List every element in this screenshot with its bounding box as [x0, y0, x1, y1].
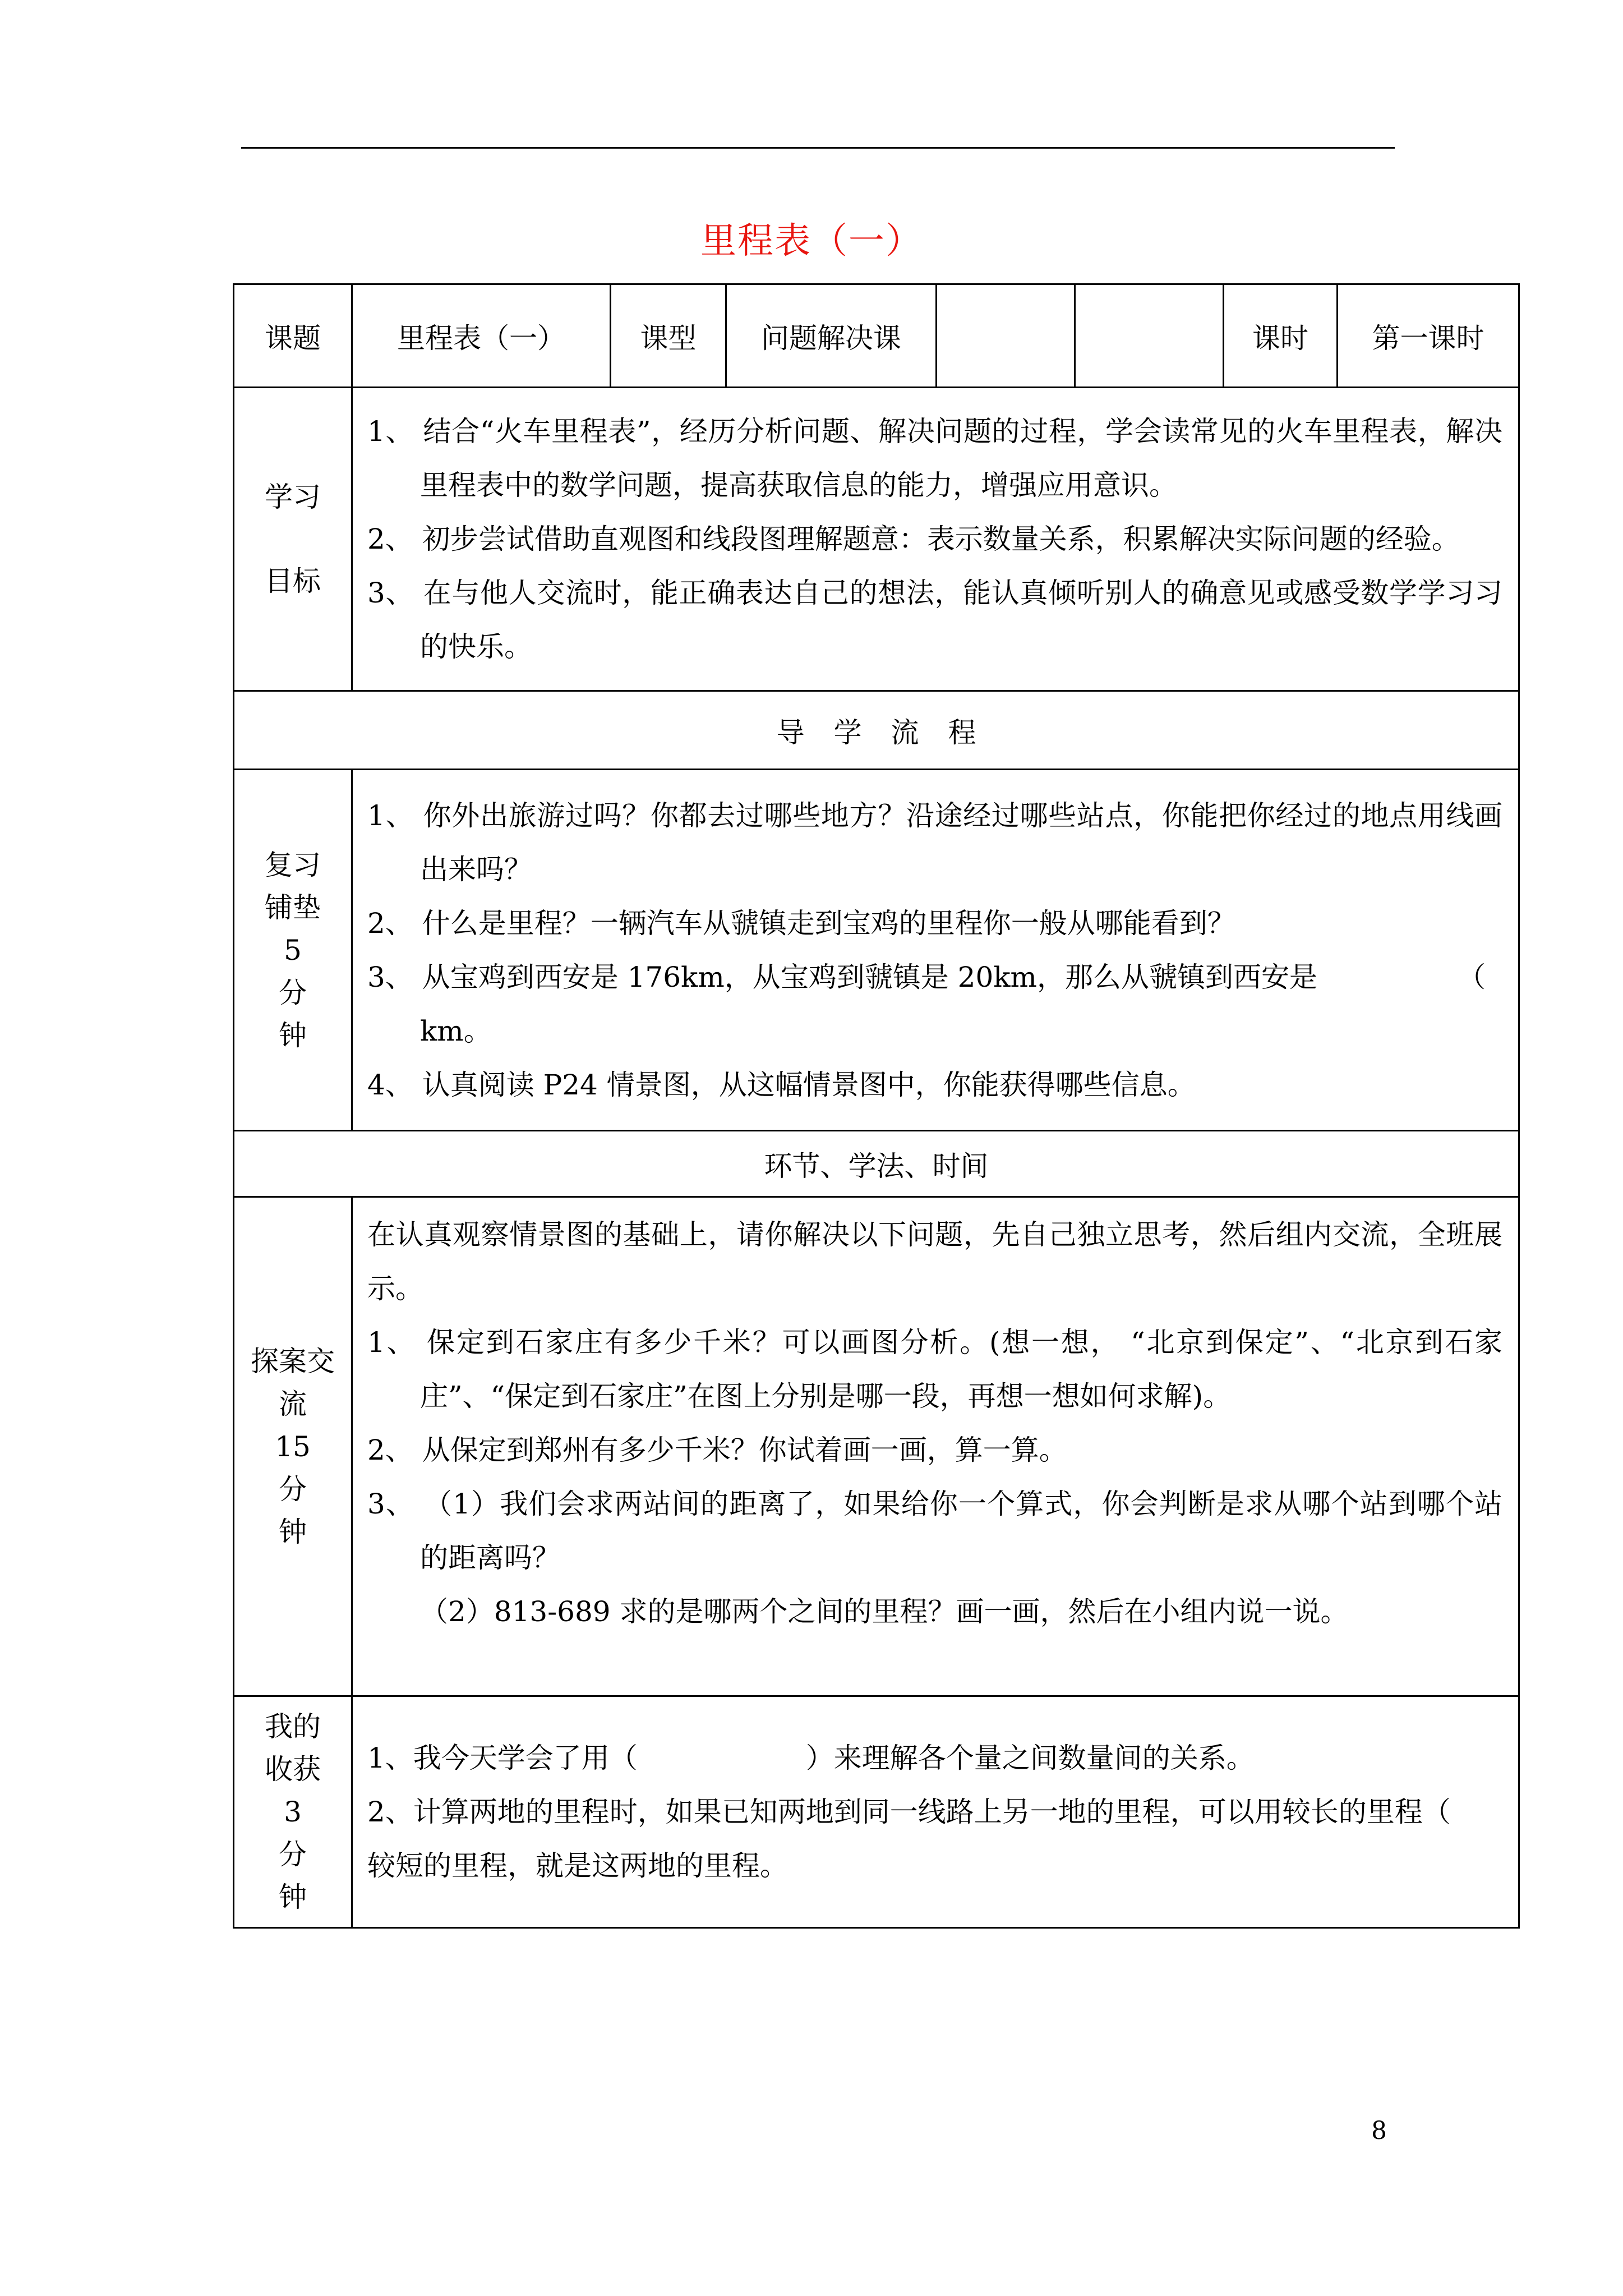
explore-label-line: 探案交: [251, 1345, 335, 1378]
review-item: 1、 你外出旅游过吗？你都去过哪些地方？沿途经过哪些站点，你能把你经过的地点用线画出来吗？: [367, 799, 1502, 886]
gain-content: [352, 1696, 1519, 1928]
explore-intro: 在认真观察情景图的基础上，请你解决以下问题，先自己独立思考，然后组内交流，全班展示。: [367, 1218, 1502, 1305]
gain-label-line: 3: [284, 1796, 302, 1828]
review-item: [367, 950, 1502, 1058]
review-item: 2、 什么是里程？一辆汽车从虢镇走到宝鸡的里程你一般从哪能看到？: [367, 907, 1235, 940]
goal-item: 3、 在与他人交流时，能正确表达自己的想法，能认真倾听别人的确意见或感受数学学习习的快乐。: [367, 577, 1502, 663]
header-row: [234, 284, 1519, 388]
gain-label-line: 收获: [265, 1753, 321, 1786]
gain-item: [367, 1731, 1502, 1785]
explore-label-line: 流: [279, 1387, 307, 1420]
guide-heading-char: 程: [948, 716, 976, 749]
explore-content: [352, 1197, 1519, 1696]
section2-heading: 环节、学法、时间: [234, 1131, 1519, 1197]
explore-label-line: 分: [279, 1473, 307, 1506]
page-number: 8: [1371, 2116, 1387, 2145]
explore-subitem: （2）813-689 求的是哪两个之间的里程？画一画，然后在小组内说一说。: [420, 1595, 1349, 1628]
guide-heading-char: 导: [776, 716, 805, 749]
gain-item-text: 1、我今天学会了用（: [367, 1742, 638, 1774]
gain-item: 较短的里程，就是这两地的里程。: [367, 1849, 788, 1882]
period-value: 第一课时: [1338, 284, 1519, 388]
review-item-paren: （: [1457, 960, 1486, 993]
goal-item: 1、 结合“火车里程表”，经历分析问题、解决问题的过程，学会读常见的火车里程表，解决里程表中的数学问题，提高获取信息的能力，增强应用意识。: [367, 415, 1502, 501]
gain-item: 2、计算两地的里程时，如果已知两地到同一线路上另一地的里程，可以用较长的里程（: [367, 1796, 1451, 1828]
goals-row: [234, 388, 1519, 691]
empty-cell: [1075, 284, 1224, 388]
explore-item: 3、 （1）我们会求两站间的距离了，如果给你一个算式，你会判断是求从哪个站到哪个站的距离吗？: [367, 1488, 1502, 1574]
type-label: 课型: [611, 284, 726, 388]
gain-item-text: ）来理解各个量之间数量间的关系。: [805, 1742, 1255, 1774]
explore-item: 1、 保定到石家庄有多少千米？可以画图分析。(想一想， “北京到保定”、“北京到石家庄”、“保定到石家庄”在图上分别是哪一段，再想一想如何求解)。: [367, 1326, 1502, 1412]
explore-item: 2、 从保定到郑州有多少千米？你试着画一画，算一算。: [367, 1434, 1067, 1466]
gain-label: [234, 1696, 352, 1928]
section2-header-row: [234, 1131, 1519, 1197]
explore-label-line: 钟: [279, 1515, 307, 1548]
review-label-line: 铺垫: [265, 891, 321, 924]
gain-row: [234, 1696, 1519, 1928]
review-content: [352, 770, 1519, 1131]
gain-label-line: 我的: [265, 1710, 321, 1743]
review-item-unit: km。: [420, 1014, 492, 1047]
explore-label-line: 15: [275, 1430, 311, 1463]
review-item: 4、 认真阅读 P24 情景图，从这幅情景图中，你能获得哪些信息。: [367, 1068, 1196, 1101]
review-label: [234, 770, 352, 1131]
review-row: [234, 770, 1519, 1131]
goals-label-line: 学习: [265, 481, 321, 513]
review-item-text: 3、 从宝鸡到西安是 176km，从宝鸡到虢镇是 20km，那么从虢镇到西安是: [367, 960, 1317, 993]
guide-header-row: [234, 691, 1519, 770]
gain-label-line: 钟: [279, 1881, 307, 1913]
guide-heading-char: 流: [891, 716, 919, 749]
empty-cell: [937, 284, 1075, 388]
type-value: 问题解决课: [726, 284, 937, 388]
page-title: 里程表（一）: [700, 220, 923, 262]
topic-label: 课题: [234, 284, 352, 388]
guide-process-heading: [234, 691, 1519, 770]
guide-heading-char: 学: [833, 716, 862, 749]
goals-label: [234, 388, 352, 691]
review-label-line: 钟: [279, 1019, 307, 1052]
topic-value: 里程表（一）: [352, 284, 611, 388]
goals-content: [352, 388, 1519, 691]
header-rule: [241, 147, 1395, 149]
review-label-line: 分: [279, 976, 307, 1009]
goal-item: 2、 初步尝试借助直观图和线段图理解题意：表示数量关系，积累解决实际问题的经验。: [367, 523, 1460, 555]
explore-row: [234, 1197, 1519, 1696]
review-label-line: 复习: [265, 848, 321, 881]
lesson-plan-table: [233, 283, 1520, 1929]
explore-label: [234, 1197, 352, 1696]
period-label: 课时: [1224, 284, 1338, 388]
review-label-line: 5: [284, 933, 302, 967]
gain-label-line: 分: [279, 1838, 307, 1871]
goals-label-line: 目标: [265, 565, 321, 597]
